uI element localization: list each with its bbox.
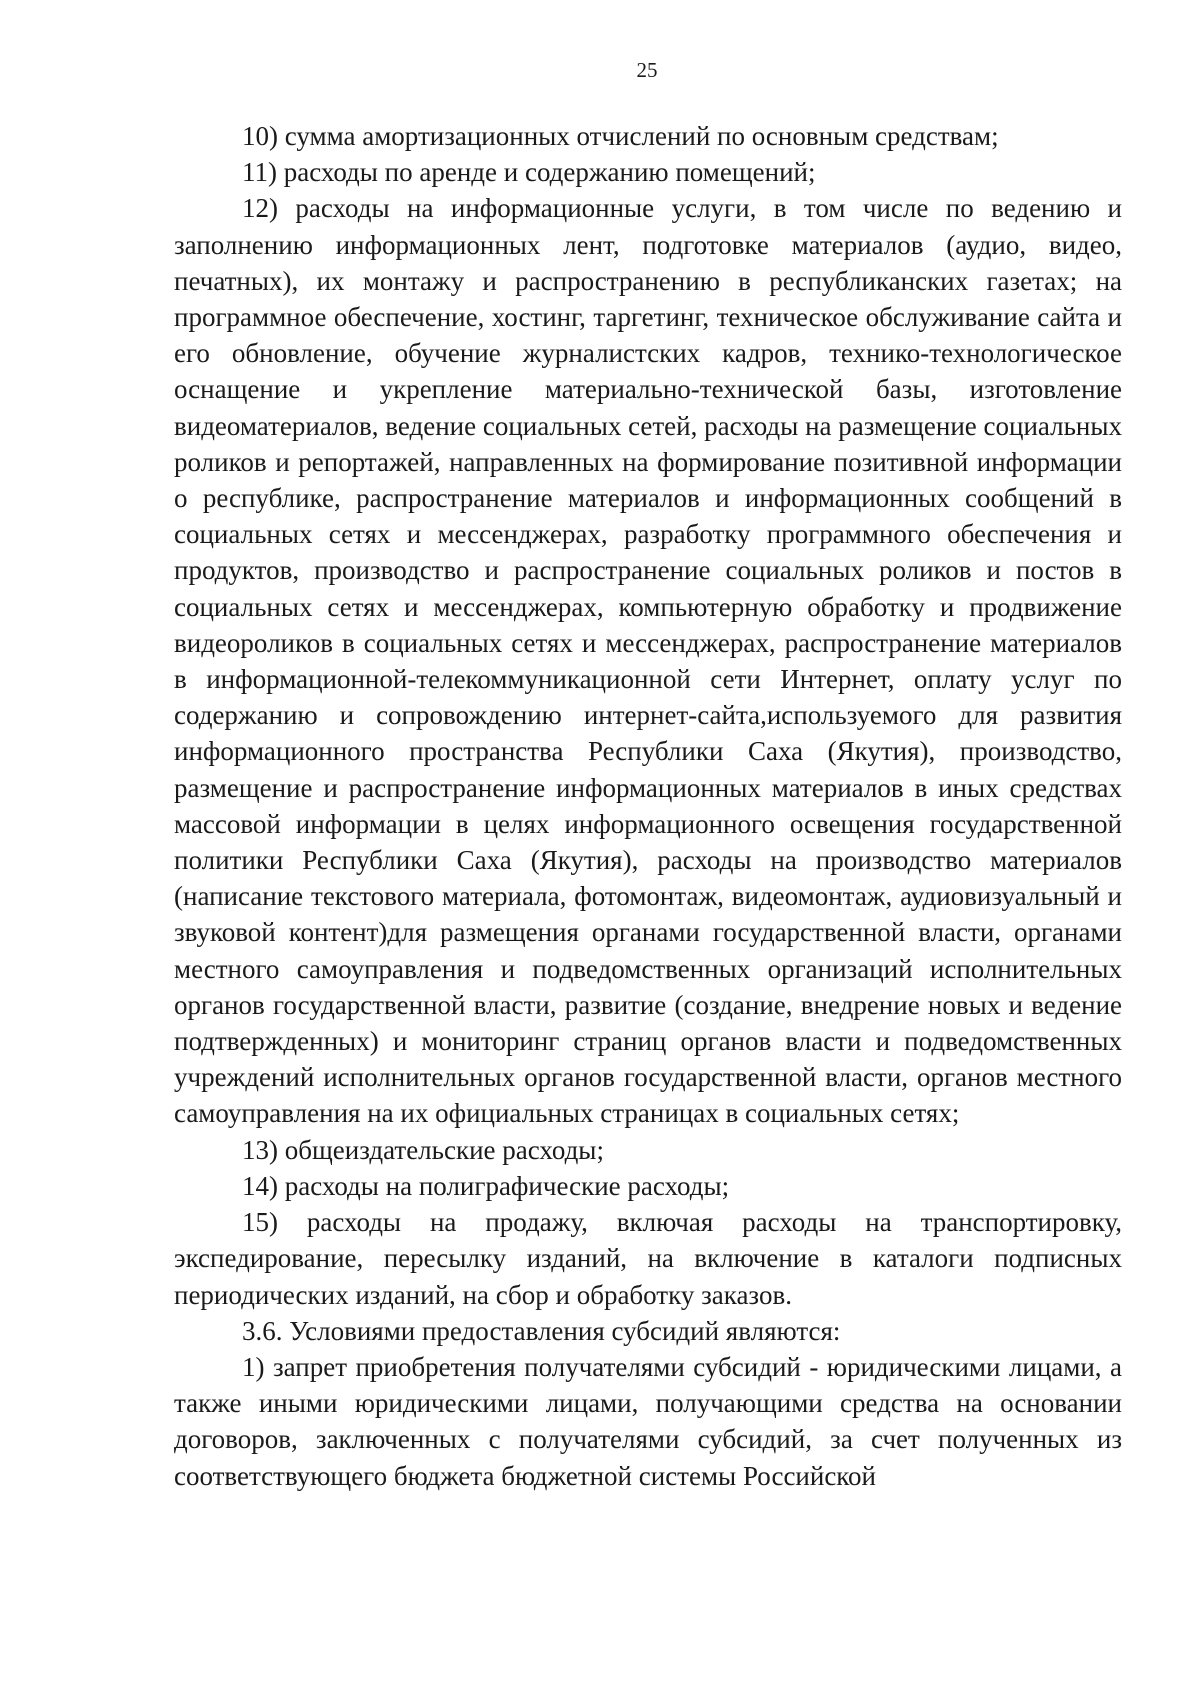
list-item-12: 12) расходы на информационные услуги, в том числе по ведению и заполнению информационных лент, подготовке материалов (аудио, видео, печатных), их монтажу и распространению в республиканских газетах; на программное обеспечение, хостинг, таргетинг, техническое обслуживание сайта и его обновление, обучение журналистских кадров, технико-технологическое оснащение и укрепление материально-технической базы, изготовление видеоматериалов, ведение социальных сетей, расходы на размещение социальных роликов и репортажей, направленных на формирование позитивной информации о республике, распространение материалов и информационных сообщений в социальных сетях и мессенджерах, разработку программного обеспечения и продуктов, производство и распространение социальных роликов и постов в социальных сетях и мессенджерах, компьютерную обработку и продвижение видеороликов в социальных сетях и мессенджерах, распространение материалов в информационной-телекоммуникационной сети Интернет, оплату услуг по содержанию и сопровождению интернет-сайта,используемого для развития информационного пространства Республики Саха (Якутия), производство, размещение и распространение информационных материалов в иных средствах массовой информации в целях информационного освещения государственной политики Республики Саха (Якутия), расходы на производство материалов (написание текстового материала, фотомонтаж, видеомонтаж, аудиовизуальный и звуковой контент)для размещения органами государственной власти, органами местного самоуправления и подведомственных организаций исполнительных органов государственной власти, развитие (создание, внедрение новых и ведение подтвержденных) и мониторинг страниц органов власти и подведомственных учреждений исполнительных органов государственной власти, органов местного самоуправления на их официальных страницах в социальных сетях; <box>174 193 1122 1129</box>
list-item-13: 13) общеиздательские расходы; <box>242 1134 604 1165</box>
list-item-15: 15) расходы на продажу, включая расходы на транспортировку, экспедирование, пересылку изданий, на включение в каталоги подписных периодических изданий, на сбор и обработку заказов. <box>174 1207 1122 1310</box>
document-body <box>174 118 1122 1494</box>
condition-item-1: 1) запрет приобретения получателями субсидий - юридическими лицами, а также иными юридическими лицами, получающими средства на основании договоров, заключенных с получателями субсидий, за счет полученных из соответствующего бюджета бюджетной системы Российской <box>174 1351 1122 1491</box>
list-item-11: 11) расходы по аренде и содержанию помещений; <box>242 157 816 188</box>
page-number: 25 <box>636 58 658 82</box>
list-item-10: 10) сумма амортизационных отчислений по основным средствам; <box>242 121 999 151</box>
section-3-6-heading: 3.6. Условиями предоставления субсидий являются: <box>242 1315 841 1346</box>
list-item-14: 14) расходы на полиграфические расходы; <box>242 1170 730 1201</box>
